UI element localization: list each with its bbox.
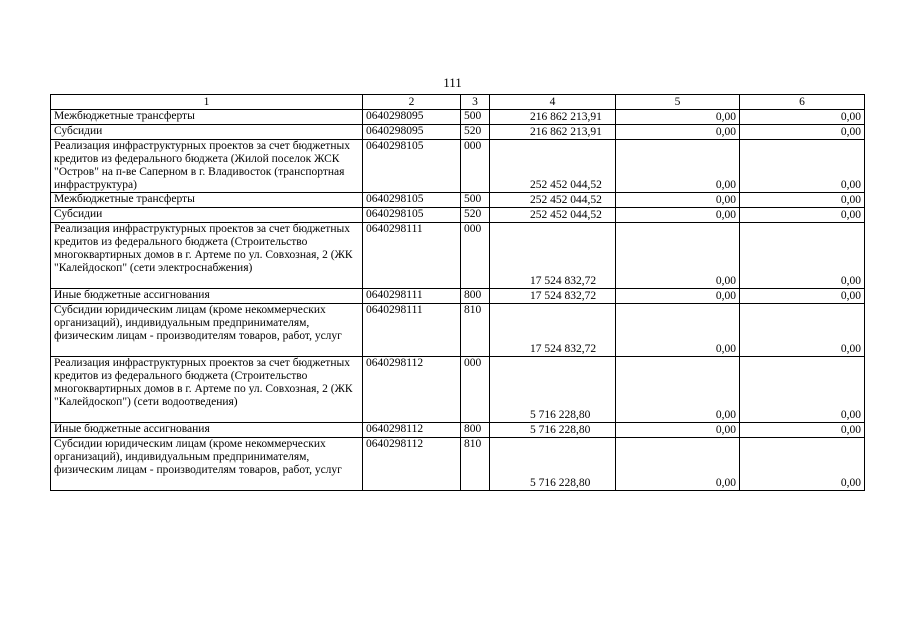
budget-table bbox=[50, 94, 865, 491]
row-value-6: 0,00 bbox=[740, 110, 865, 125]
row-code: 0640298111 bbox=[363, 289, 461, 304]
table-header-row bbox=[51, 95, 865, 110]
column-header: 3 bbox=[461, 95, 490, 110]
row-type: 520 bbox=[461, 125, 490, 140]
row-type: 520 bbox=[461, 208, 490, 223]
row-value-5: 0,00 bbox=[616, 125, 740, 140]
row-code: 0640298112 bbox=[363, 357, 461, 423]
row-value-5: 0,00 bbox=[616, 423, 740, 438]
table-row bbox=[51, 125, 865, 140]
column-header: 5 bbox=[616, 95, 740, 110]
row-value-5: 0,00 bbox=[616, 208, 740, 223]
row-name: Субсидии bbox=[51, 208, 363, 223]
row-type: 810 bbox=[461, 304, 490, 357]
row-value-6: 0,00 bbox=[740, 423, 865, 438]
row-value-5: 0,00 bbox=[616, 193, 740, 208]
row-name: Межбюджетные трансферты bbox=[51, 193, 363, 208]
row-name: Субсидии юридическим лицам (кроме некоммерческих организаций), индивидуальным предпринимателям, физическим лицам - производителям товаров, работ, услуг bbox=[51, 304, 363, 357]
row-value-4: 17 524 832,72 bbox=[490, 289, 616, 304]
table-row bbox=[51, 304, 865, 357]
page-number: 111 bbox=[443, 75, 462, 90]
row-value-5: 0,00 bbox=[616, 110, 740, 125]
row-code: 0640298111 bbox=[363, 304, 461, 357]
row-name: Иные бюджетные ассигнования bbox=[51, 289, 363, 304]
row-code: 0640298095 bbox=[363, 125, 461, 140]
row-code: 0640298105 bbox=[363, 208, 461, 223]
row-type: 800 bbox=[461, 289, 490, 304]
row-value-4: 216 862 213,91 bbox=[490, 125, 616, 140]
row-code: 0640298095 bbox=[363, 110, 461, 125]
table-row bbox=[51, 110, 865, 125]
row-type: 000 bbox=[461, 357, 490, 423]
row-code: 0640298112 bbox=[363, 438, 461, 491]
row-value-4: 5 716 228,80 bbox=[490, 438, 616, 491]
row-code: 0640298105 bbox=[363, 193, 461, 208]
row-name: Реализация инфраструктурных проектов за счет бюджетных кредитов из федерального бюджета (Жилой поселок ЖСК "Остров" на п-ве Саперном в г. Владивосток (транспортная инфраструктура) bbox=[51, 140, 363, 193]
row-name: Иные бюджетные ассигнования bbox=[51, 423, 363, 438]
row-value-4: 252 452 044,52 bbox=[490, 140, 616, 193]
row-value-4: 216 862 213,91 bbox=[490, 110, 616, 125]
row-type: 810 bbox=[461, 438, 490, 491]
table-row bbox=[51, 357, 865, 423]
table-row bbox=[51, 140, 865, 193]
row-name: Реализация инфраструктурных проектов за счет бюджетных кредитов из федерального бюджета (Строительство многоквартирных домов в г. Артеме по ул. Совхозная, 2 (ЖК "Калейдоскоп") (сети водоотведения) bbox=[51, 357, 363, 423]
row-value-6: 0,00 bbox=[740, 208, 865, 223]
row-value-6: 0,00 bbox=[740, 140, 865, 193]
row-value-6: 0,00 bbox=[740, 223, 865, 289]
table-row bbox=[51, 289, 865, 304]
row-value-5: 0,00 bbox=[616, 223, 740, 289]
row-value-4: 5 716 228,80 bbox=[490, 357, 616, 423]
row-value-6: 0,00 bbox=[740, 304, 865, 357]
row-value-6: 0,00 bbox=[740, 357, 865, 423]
row-type: 500 bbox=[461, 193, 490, 208]
row-code: 0640298111 bbox=[363, 223, 461, 289]
column-header: 4 bbox=[490, 95, 616, 110]
row-value-6: 0,00 bbox=[740, 438, 865, 491]
row-value-5: 0,00 bbox=[616, 304, 740, 357]
column-header: 2 bbox=[363, 95, 461, 110]
table-row bbox=[51, 438, 865, 491]
row-code: 0640298105 bbox=[363, 140, 461, 193]
row-code: 0640298112 bbox=[363, 423, 461, 438]
table-row bbox=[51, 193, 865, 208]
row-type: 000 bbox=[461, 140, 490, 193]
row-value-6: 0,00 bbox=[740, 193, 865, 208]
row-value-6: 0,00 bbox=[740, 125, 865, 140]
row-value-5: 0,00 bbox=[616, 289, 740, 304]
row-name: Реализация инфраструктурных проектов за счет бюджетных кредитов из федерального бюджета (Строительство многоквартирных домов в г. Артеме по ул. Совхозная, 2 (ЖК "Калейдоскоп" (сети электроснабжения) bbox=[51, 223, 363, 289]
row-value-4: 17 524 832,72 bbox=[490, 304, 616, 357]
column-header: 1 bbox=[51, 95, 363, 110]
table-row bbox=[51, 208, 865, 223]
table-row bbox=[51, 423, 865, 438]
table-row bbox=[51, 223, 865, 289]
row-value-4: 252 452 044,52 bbox=[490, 208, 616, 223]
row-value-5: 0,00 bbox=[616, 438, 740, 491]
row-value-6: 0,00 bbox=[740, 289, 865, 304]
row-value-5: 0,00 bbox=[616, 357, 740, 423]
column-header: 6 bbox=[740, 95, 865, 110]
row-value-4: 5 716 228,80 bbox=[490, 423, 616, 438]
row-value-5: 0,00 bbox=[616, 140, 740, 193]
row-type: 800 bbox=[461, 423, 490, 438]
row-name: Межбюджетные трансферты bbox=[51, 110, 363, 125]
row-value-4: 17 524 832,72 bbox=[490, 223, 616, 289]
row-type: 000 bbox=[461, 223, 490, 289]
row-type: 500 bbox=[461, 110, 490, 125]
row-value-4: 252 452 044,52 bbox=[490, 193, 616, 208]
row-name: Субсидии bbox=[51, 125, 363, 140]
row-name: Субсидии юридическим лицам (кроме некоммерческих организаций), индивидуальным предпринимателям, физическим лицам - производителям товаров, работ, услуг bbox=[51, 438, 363, 491]
